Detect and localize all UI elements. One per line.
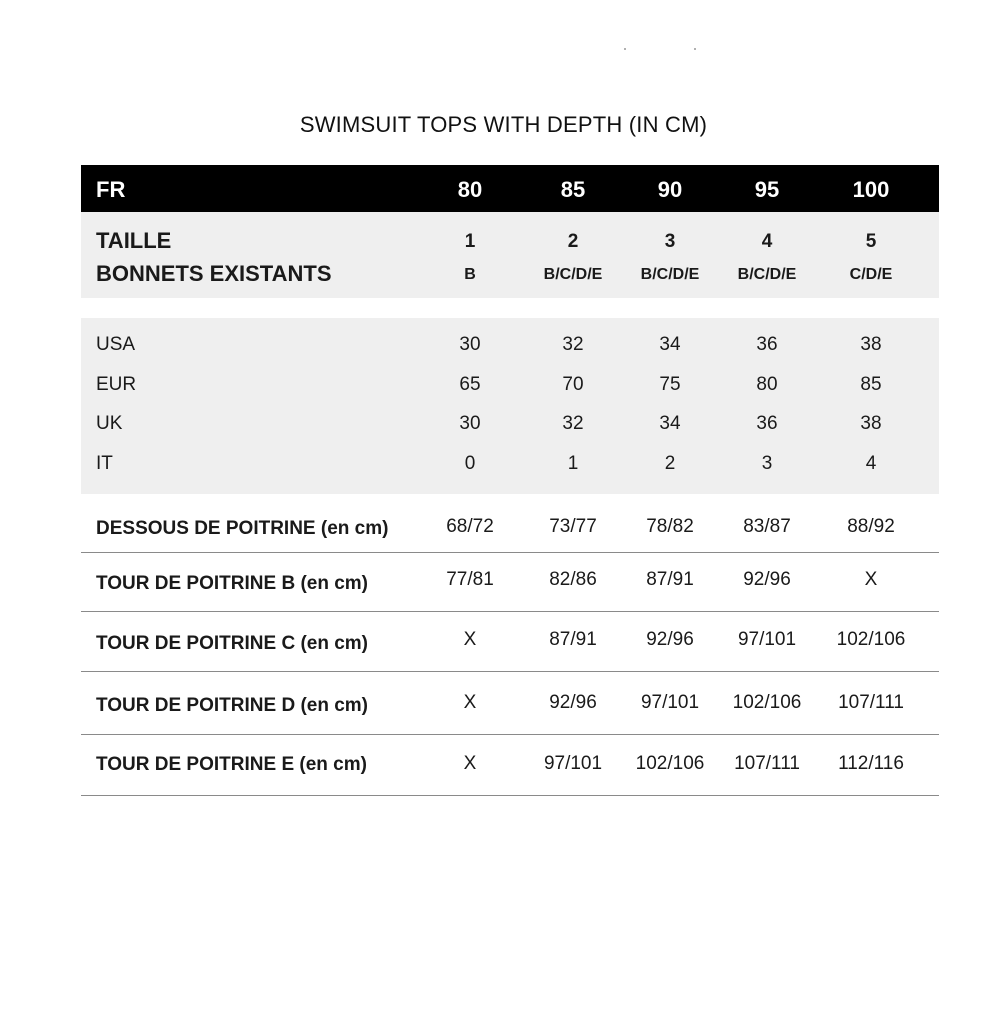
conversion-value: 1 — [567, 453, 579, 474]
measurement-label: TOUR DE POITRINE D (en cm) — [96, 695, 369, 716]
measurement-value: 92/96 — [646, 629, 694, 650]
measurement-value: 102/106 — [635, 753, 705, 774]
header-row — [81, 165, 939, 212]
measurement-value: 107/111 — [838, 692, 904, 713]
cup-sizes: B/C/D/E — [737, 266, 797, 283]
header-size: 85 — [560, 177, 586, 202]
measurement-value: 97/101 — [737, 629, 797, 650]
size-chart-table — [81, 165, 939, 775]
measurement-value: 97/101 — [543, 753, 603, 774]
taille-number: 3 — [664, 231, 676, 252]
conversion-value: 2 — [664, 453, 676, 474]
conversion-value: 34 — [659, 413, 681, 434]
page-title: SWIMSUIT TOPS WITH DEPTH (IN CM) — [299, 112, 708, 137]
conversion-label: USA — [96, 334, 136, 355]
header-size: 95 — [754, 177, 780, 202]
measurement-value: 73/77 — [549, 516, 597, 537]
header-size: 90 — [657, 177, 683, 202]
measurement-value: 82/86 — [549, 569, 597, 590]
conversion-value: 30 — [459, 334, 481, 355]
conversion-value: 70 — [562, 374, 584, 395]
row-divider — [81, 671, 939, 672]
conversion-row — [81, 374, 939, 398]
measurement-value: X — [463, 753, 477, 774]
conversion-value: 38 — [860, 334, 882, 355]
conversion-value: 30 — [459, 413, 481, 434]
conversion-value: 4 — [865, 453, 877, 474]
row-divider — [81, 795, 939, 796]
cup-sizes: B/C/D/E — [543, 266, 603, 283]
decorative-dots — [622, 48, 702, 52]
cup-sizes: C/D/E — [849, 266, 893, 283]
measurement-value: 83/87 — [743, 516, 791, 537]
conversion-row — [81, 453, 939, 477]
measurement-value: 87/91 — [549, 629, 597, 650]
conversion-value: 36 — [756, 413, 778, 434]
measurement-label: TOUR DE POITRINE E (en cm) — [96, 754, 367, 775]
conversion-value: 32 — [562, 413, 584, 434]
cup-sizes: B — [464, 266, 476, 283]
taille-number: 5 — [865, 231, 877, 252]
measurement-value: X — [463, 692, 477, 713]
measurement-value: 107/111 — [734, 753, 800, 774]
conversion-label: UK — [96, 413, 123, 434]
measurement-value: X — [864, 569, 878, 590]
row-divider — [81, 552, 939, 553]
measurement-value: 112/116 — [838, 753, 904, 774]
taille-label: TAILLE — [96, 228, 172, 253]
bonnets-label: BONNETS EXISTANTS — [96, 261, 332, 286]
conversion-value: 36 — [756, 334, 778, 355]
row-divider — [81, 611, 939, 612]
measurement-value: 68/72 — [446, 516, 494, 537]
cup-sizes: B/C/D/E — [640, 266, 700, 283]
conversion-row — [81, 334, 939, 358]
conversion-value: 75 — [659, 374, 681, 395]
conversion-value: 0 — [464, 453, 476, 474]
measurement-value: 87/91 — [646, 569, 694, 590]
measurement-value: 92/96 — [743, 569, 791, 590]
measurement-label: TOUR DE POITRINE B (en cm) — [96, 573, 369, 594]
measurement-label: DESSOUS DE POITRINE (en cm) — [96, 518, 389, 539]
conversion-label: IT — [96, 453, 113, 474]
header-label: FR — [96, 177, 126, 202]
taille-number: 4 — [761, 231, 773, 252]
measurement-value: 77/81 — [446, 569, 494, 590]
measurement-value: 97/101 — [640, 692, 700, 713]
conversion-value: 85 — [860, 374, 882, 395]
conversion-value: 3 — [761, 453, 773, 474]
measurement-label: TOUR DE POITRINE C (en cm) — [96, 633, 369, 654]
measurement-value: 78/82 — [646, 516, 694, 537]
row-divider — [81, 734, 939, 735]
measurement-value: 88/92 — [847, 516, 895, 537]
header-size: 80 — [457, 177, 483, 202]
conversion-label: EUR — [96, 374, 137, 395]
taille-number: 2 — [567, 231, 579, 252]
measurement-value: 102/106 — [732, 692, 802, 713]
conversion-value: 32 — [562, 334, 584, 355]
conversion-row — [81, 413, 939, 437]
header-size: 100 — [852, 177, 890, 202]
measurement-value: 92/96 — [549, 692, 597, 713]
taille-number: 1 — [464, 231, 476, 252]
conversion-value: 38 — [860, 413, 882, 434]
conversion-value: 34 — [659, 334, 681, 355]
taille-row — [81, 212, 939, 298]
conversion-value: 65 — [459, 374, 481, 395]
measurement-value: X — [463, 629, 477, 650]
conversion-block — [81, 318, 939, 494]
measurement-value: 102/106 — [836, 629, 906, 650]
conversion-value: 80 — [756, 374, 778, 395]
